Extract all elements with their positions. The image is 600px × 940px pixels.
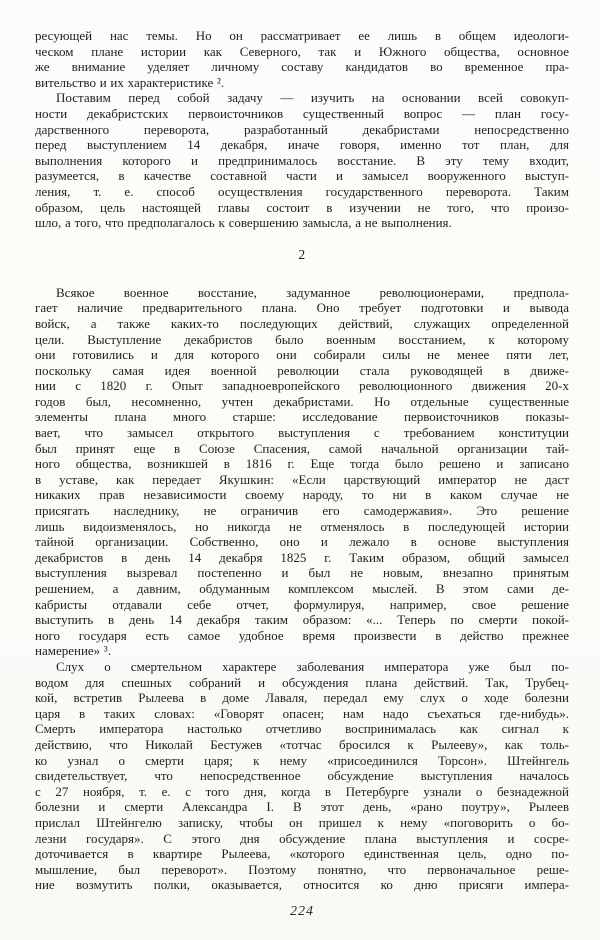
text-line: разумеется, в качестве составной части и замысел вооруженного выступ- (35, 168, 569, 184)
text-line: болезни и смерти Александра I. В этот день, «рано поутру», Рылеев (35, 799, 569, 815)
text-line: намерение» ³. (35, 643, 112, 659)
text-line: Смерть императора настолько отчетливо воспринималась как сигнал к (35, 721, 569, 737)
text-line: ко узнал о смерти царя; к нему «присоединился Торсон». Штейнгель (35, 752, 569, 768)
text-line: действию, что Николай Бестужев «тотчас бросился к Рылееву», как толь- (35, 736, 569, 752)
text-line: был принят еще в Союзе Спасения, самой начальной организации тай- (35, 440, 569, 456)
text-line: выполнения которого и предпринималось восстание. В эту тему входит, (35, 152, 569, 168)
text-line: ние возмутить полки, оказывается, относится ко дню присяги импера- (35, 877, 569, 893)
text-line: декабристов в день 14 декабря 1825 г. Таким образом, общий замысел (35, 549, 569, 565)
paragraph (35, 28, 569, 90)
text-line: царя в таких словах: «Говорят опасен; нам надо съехаться где-нибудь». (35, 705, 569, 721)
text-line: с 27 ноября, т. е. с того дня, когда в Петербурге узнали о безнадежной (35, 783, 569, 799)
text-line: цели. Выступление декабристов было военным восстанием, к которому (35, 331, 569, 347)
text-line: перед выступлением 14 декабря, иначе говоря, именно тот план, для (35, 137, 569, 153)
text-line: мышление, был переворот». Поэтому понятно, что первоначальное реше- (35, 861, 569, 877)
text-line: образом, цель настоящей главы состоит в изучении не того, что произо- (35, 199, 569, 215)
text-line: ления, т. е. способ осуществления государственного переворота. Таким (35, 183, 569, 199)
text-line: шло, а того, что предполагалось к совершению замысла, а не выполнения. (35, 215, 452, 231)
text-line: в уставе, как передает Якушкин: «Если царствующий император не даст (35, 471, 569, 487)
text-line: ческом плане истории как Северного, так и Южного общества, основное (35, 43, 569, 59)
paragraph (35, 90, 569, 230)
paragraph (35, 659, 569, 893)
text-line: элементы плана много старше: исследование первоисточников показы- (35, 409, 569, 425)
text-line: ресующей нас темы. Но он рассматривает ее лишь в общем идеологи- (35, 28, 569, 43)
text-line: ного государя есть самое удобное время произвести в действо прежнее (35, 627, 569, 643)
section-heading: 2 (298, 247, 306, 263)
text-line: никаких прав независимости своему народу, то ни в каком случае не (35, 487, 569, 503)
text-line: же внимание уделяет личному составу кандидатов во временное пра- (35, 59, 569, 75)
text-line: Слух о смертельном характере заболевания императора уже был по- (56, 658, 569, 674)
text-line: поскольку самая идея военной революции стала руководящей в движе- (35, 362, 569, 378)
text-line: выступить в день 14 декабря таким образом: «... Теперь по смерти покой- (35, 612, 569, 628)
text-line: они готовились и для которого они собирали силы не менее пяти лет, (35, 347, 569, 363)
page-number: 224 (290, 903, 314, 919)
text-line: вительство и их характеристике ². (35, 74, 225, 90)
text-line: ного общества, возникшей в 1816 г. Еще тогда было решено и записано (35, 456, 569, 472)
text-line: вает, что замысел открытого выступления с требованием конституции (35, 425, 569, 441)
text-line: Поставим перед собой задачу — изучить на основании всей совокуп- (56, 90, 569, 106)
text-line: присягать наследнику, не ограничив его самодержавия». Это решение (35, 503, 569, 519)
text-line: свидетельствует, что непосредственное обсуждение выступления началось (35, 768, 569, 784)
text-line: кабристы отдавали себе отчет, формулируя, например, свое решение (35, 596, 569, 612)
paragraph (35, 285, 569, 659)
text-line: войск, а также каких-то последующих действий, служащих определенной (35, 315, 569, 331)
text-line: прислал Штейнгелю записку, чтобы он пришел к нему «поговорить о бо- (35, 814, 569, 830)
text-line: решением, а давним, обдуманным комплексом мыслей. В этом сами де- (35, 581, 569, 596)
text-line: гает наличие предварительного плана. Оно требует подготовки и вывода (35, 300, 569, 316)
text-line: тайной организации. Собственно, оно и лежало в основе выступления (35, 534, 569, 550)
text-line: выступления вызревал постепенно и был не новым, внезапно принятым (35, 565, 569, 581)
text-line: нии с 1820 г. Опыт западноевропейского революционного движения 20-х (35, 378, 569, 394)
text-line: кой, встретив Рылеева в доме Лаваля, передал ему слух о ходе болезни (35, 690, 569, 706)
text-line: дарственного переворота, разработанный декабристами непосредственно (35, 121, 569, 137)
text-line: лишь видоизменялось, но никогда не отменялось в последующей истории (35, 518, 569, 534)
text-line: Всякое военное восстание, задуманное революционерами, предпола- (56, 284, 569, 300)
text-line: годов был, несомненно, учтен декабристами. Но отдельные существенные (35, 393, 569, 409)
text-line: ности декабристских первоисточников существенный вопрос — план госу- (35, 105, 569, 121)
text-line: лезни государя». С этого дня обсуждение плана выступления и сосре- (35, 830, 569, 846)
text-line: водом для спешных собраний и обсуждения плана действий. Так, Трубец- (35, 674, 569, 690)
text-block (35, 28, 569, 893)
text-line: доточивается в квартире Рылеева, «которого единственная цель, одно по- (35, 846, 569, 862)
